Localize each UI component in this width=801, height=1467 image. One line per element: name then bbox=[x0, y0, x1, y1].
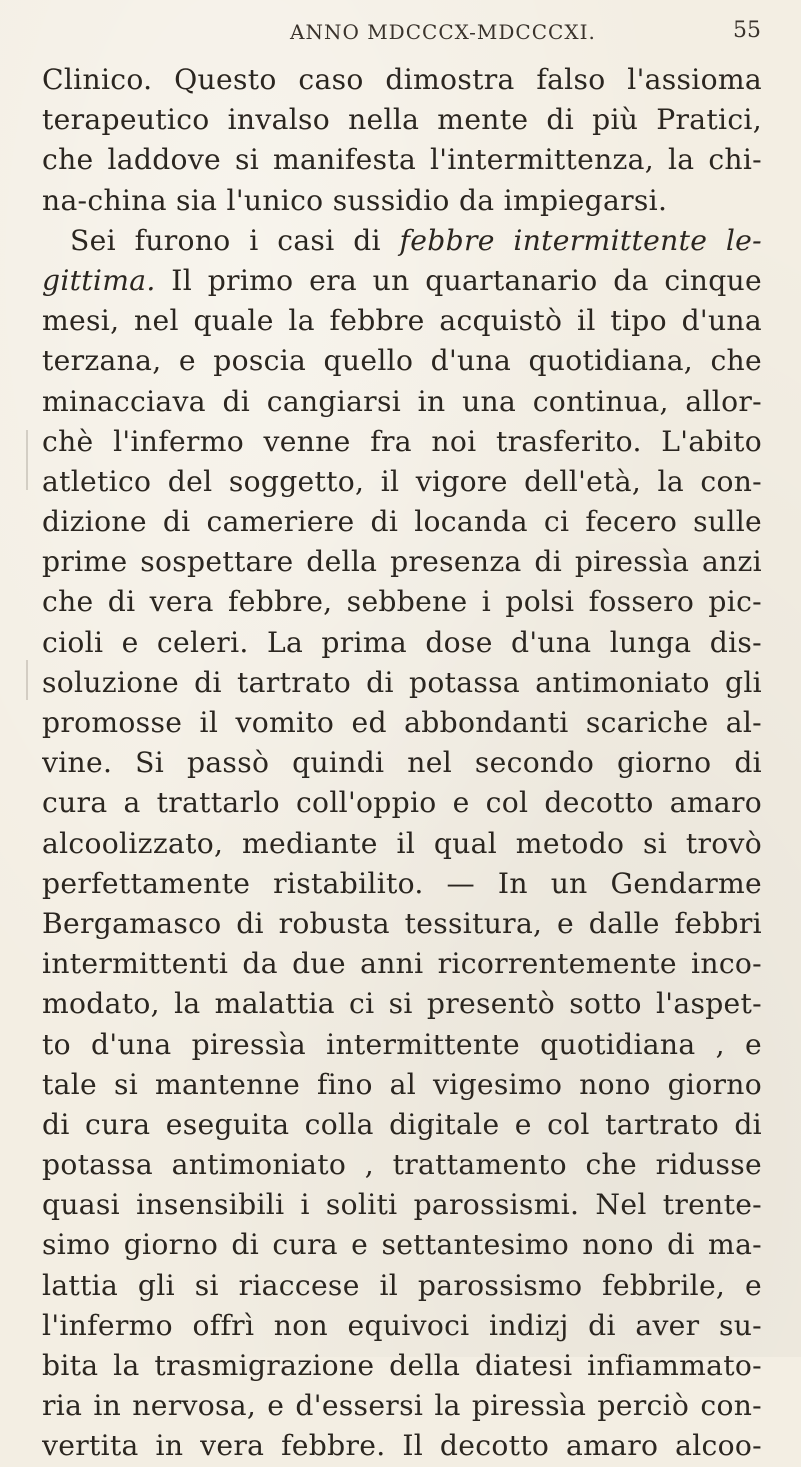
text-line: prime sospettare della presenza di piressìa anzi bbox=[42, 545, 762, 579]
italic-term: febbre intermittente le- bbox=[399, 223, 762, 257]
text-line: cura a trattarlo coll'oppio e col decotto amaro bbox=[42, 786, 762, 820]
text-line: l'infermo offrì non equivoci indizj di aver su- bbox=[42, 1308, 762, 1342]
body-text bbox=[42, 60, 762, 1467]
text-line: vine. Si passò quindi nel secondo giorno di bbox=[42, 746, 762, 780]
text-line: na-china sia l'unico sussidio da impiegarsi. bbox=[42, 183, 668, 217]
text-line: che laddove si manifesta l'intermittenza, la chi- bbox=[42, 143, 762, 177]
text-line bbox=[42, 261, 762, 301]
text-line: dizione di cameriere di locanda ci fecero sulle bbox=[42, 505, 762, 539]
running-head: ANNO MDCCCX-MDCCCXI. bbox=[290, 20, 596, 44]
text-line: Bergamasco di robusta tessitura, e dalle febbri bbox=[42, 906, 762, 940]
text-line: to d'una piressìa intermittente quotidiana , e bbox=[42, 1027, 762, 1061]
text-line bbox=[42, 221, 762, 261]
text-line: mesi, nel quale la febbre acquistò il tipo d'una bbox=[42, 304, 762, 338]
text-line: potassa antimoniato , trattamento che ridusse bbox=[42, 1148, 762, 1182]
text-line: promosse il vomito ed abbondanti scariche al- bbox=[42, 706, 762, 739]
text-fragment: Sei furono i casi di bbox=[70, 223, 381, 257]
text-line: cioli e celeri. La prima dose d'una lunga dis- bbox=[42, 625, 762, 659]
text-line: ria in nervosa, e d'essersi la piressìa perciò con- bbox=[42, 1389, 762, 1423]
text-line: simo giorno di cura e settantesimo nono di ma- bbox=[42, 1228, 762, 1262]
page-number: 55 bbox=[733, 18, 761, 43]
text-fragment: Il primo era un quartanario da cinque bbox=[171, 263, 762, 297]
margin-shadow bbox=[26, 660, 28, 700]
italic-term: gittima. bbox=[42, 263, 156, 297]
text-line: chè l'infermo venne fra noi trasferito. L'abito bbox=[42, 424, 762, 458]
text-line: atletico del soggetto, il vigore dell'età, la con- bbox=[42, 464, 762, 498]
text-line: vertita in vera febbre. Il decotto amaro alcoo- bbox=[42, 1429, 762, 1463]
text-line: intermittenti da due anni ricorrentemente inco- bbox=[42, 947, 762, 981]
text-line: terapeutico invalso nella mente di più Pratici, bbox=[42, 103, 762, 137]
text-line: lattia gli si riaccese il parossismo febbrile, e bbox=[42, 1268, 762, 1302]
text-line: che di vera febbre, sebbene i polsi fossero pic- bbox=[42, 585, 762, 619]
text-line: Clinico. Questo caso dimostra falso l'assioma bbox=[42, 63, 762, 96]
text-line: minacciava di cangiarsi in una continua, allor- bbox=[42, 384, 762, 418]
text-line: soluzione di tartrato di potassa antimoniato gli bbox=[42, 665, 762, 699]
text-line: terzana, e poscia quello d'una quotidiana, che bbox=[42, 344, 762, 378]
margin-shadow bbox=[26, 430, 28, 490]
page-header bbox=[0, 14, 801, 54]
text-line: bita la trasmigrazione della diatesi infiammato- bbox=[42, 1349, 762, 1382]
text-line: alcoolizzato, mediante il qual metodo si trovò bbox=[42, 826, 762, 860]
text-line: di cura eseguita colla digitale e col tartrato di bbox=[42, 1107, 762, 1141]
text-line: tale si mantenne fino al vigesimo nono giorno bbox=[42, 1067, 762, 1101]
text-line: modato, la malattia ci si presentò sotto l'aspet- bbox=[42, 987, 762, 1021]
text-line: quasi insensibili i soliti parossismi. Nel trente- bbox=[42, 1188, 762, 1222]
text-line: perfettamente ristabilito. — In un Gendarme bbox=[42, 866, 762, 900]
